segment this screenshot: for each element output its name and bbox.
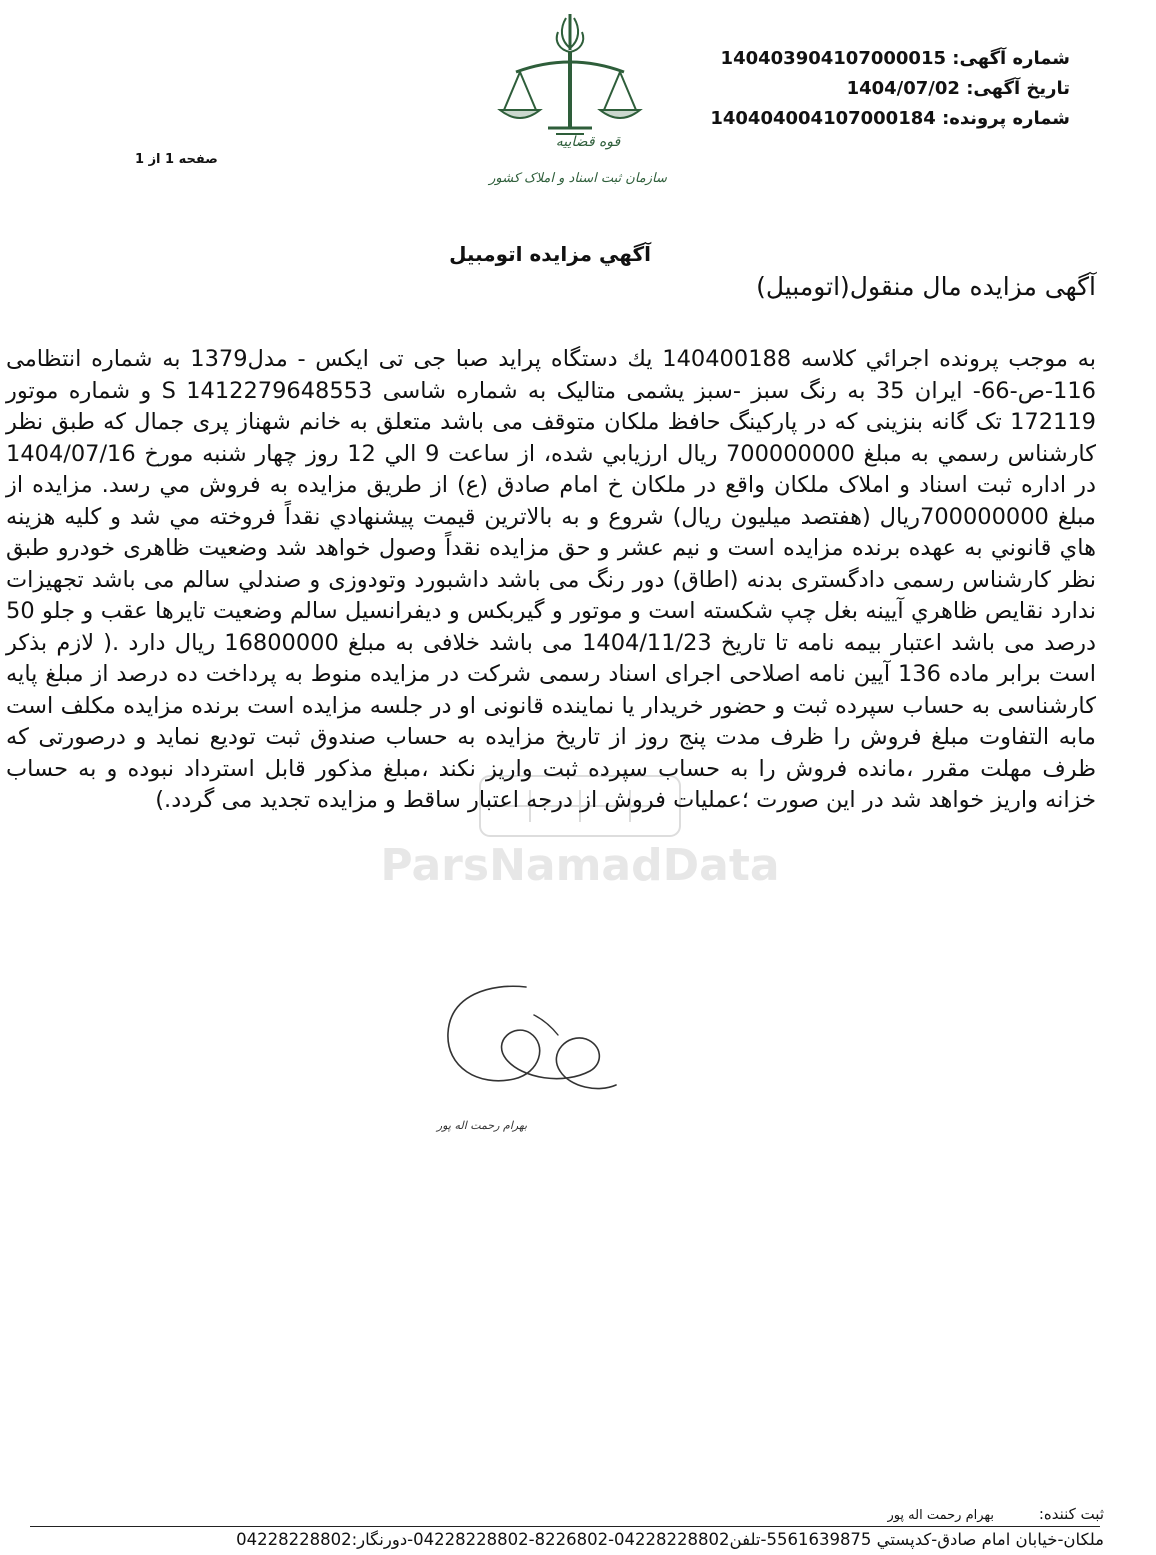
signer-name: بهرام رحمت اله پور <box>436 1119 528 1132</box>
registrar-label: ثبت کننده: <box>1038 1505 1104 1523</box>
notice-date: 1404/07/02 <box>846 78 960 99</box>
notice-date-row <box>710 74 1070 104</box>
office-address: ملكان-خيابان امام صادق-كدپستي 5561639875-تلفن04228228802-8226802-04228228802-دورنگار:04228228802 <box>236 1530 1104 1549</box>
page-count: صفحه 1 از 1 <box>135 152 218 167</box>
file-number-row <box>710 104 1070 134</box>
notice-meta <box>710 44 1070 134</box>
handwritten-signature-icon <box>430 975 620 1105</box>
emblem-line2: سازمان ثبت اسناد و املاک کشور <box>489 171 667 186</box>
notice-date-label: تاریخ آگهی: <box>966 78 1070 99</box>
document-subtitle: آگهی مزایده مال منقول(اتومبیل) <box>756 272 1096 301</box>
document-title: آگهي مزايده اتومبيل <box>449 242 651 266</box>
emblem-line1: قوه قضاییه <box>555 134 621 150</box>
notice-number-label: شماره آگهی: <box>952 48 1070 69</box>
registrar <box>887 1505 1104 1523</box>
registrar-name: بهرام رحمت اله پور <box>887 1508 995 1523</box>
file-number: 140404004107000184 <box>710 108 936 129</box>
notice-number-row <box>710 44 1070 74</box>
file-number-label: شماره پرونده: <box>942 108 1070 129</box>
notice-number: 14040390410700001‌5 <box>720 48 946 69</box>
notice-body: به موجب پرونده اجرائي كلاسه 140400188 يك دستگاه پراید صبا جی تی ایکس - مدل1379 به شماره انتظامی 116-ص-66- ایران 35 به رنگ سبز -سبز یشمی متالیک به شماره شاسی S 1412279648553 و شماره موتور 172119 تک گانه بنزینی که در پارکینگ حافظ ملکان متوقف می باشد متعلق به خانم شهناز پری جمال که طبق نظر كارشناس رسمي به مبلغ 700000000 ريال ارزيابي شده، از ساعت 9 الي 12 روز چهار شنبه مورخ 1404/07/16 در اداره ثبت اسناد و املاک ملکان واقع در ملکان خ امام صادق (ع) از طريق مزايده به فروش مي رسد. مزايده از مبلغ 700000000ريال (هفتصد میلیون ريال) شروع و به بالاترين قيمت پيشنهادي نقداً فروخته مي شد و كليه هزينه هاي قانوني به عهده برنده مزایده است و نیم عشر و حق مزایده نقداً وصول خواهد شد وضعیت ظاهری خودرو طبق نظر کارشناس رسمی دادگستری بدنه (اطاق) دور رنگ می باشد داشبورد وتودوزی و صندلي سالم می باشد تجهیزات ندارد نقایص ظاهري آیینه بغل چپ شکسته است و موتور و گیربکس و دیفرانسیل سالم وضعیت تایرها عقب و جلو 50 درصد می باشد اعتبار بیمه نامه تا تاریخ 1404/11/23 می باشد خلافی به مبلغ 16800000 ریال دارد .( لازم بذکر است برابر ماده 136 آیین نامه اصلاحی اجرای اسناد رسمی شرکت در مزایده منوط به پرداخت ده درصد از مبلغ پایه کارشناسی به حساب سپرده ثبت و حضور خریدار یا نماینده قانونی او در جلسه مزایده است برنده مزایده مکلف است مابه التفاوت مبلغ فروش را ظرف مدت پنج روز از تاریخ مزایده به حساب صندوق ثبت تودیع نماید و درصورتی که ظرف مهلت مقرر ،مانده فروش را به حساب سپرده ثبت واریز نکند ،مبلغ مذکور قابل استرداد نبوده و به حساب خزانه واریز خواهد شد در این صورت ؛عملیات فروش از درجه اعتبار ساقط و مزایده تجدید می گردد.) <box>6 346 1097 813</box>
judiciary-scales-emblem-icon <box>470 6 670 202</box>
footer-divider <box>30 1526 1100 1527</box>
watermark-text: ParsNamadData <box>380 840 780 891</box>
signer-name-handwritten <box>422 1112 542 1136</box>
